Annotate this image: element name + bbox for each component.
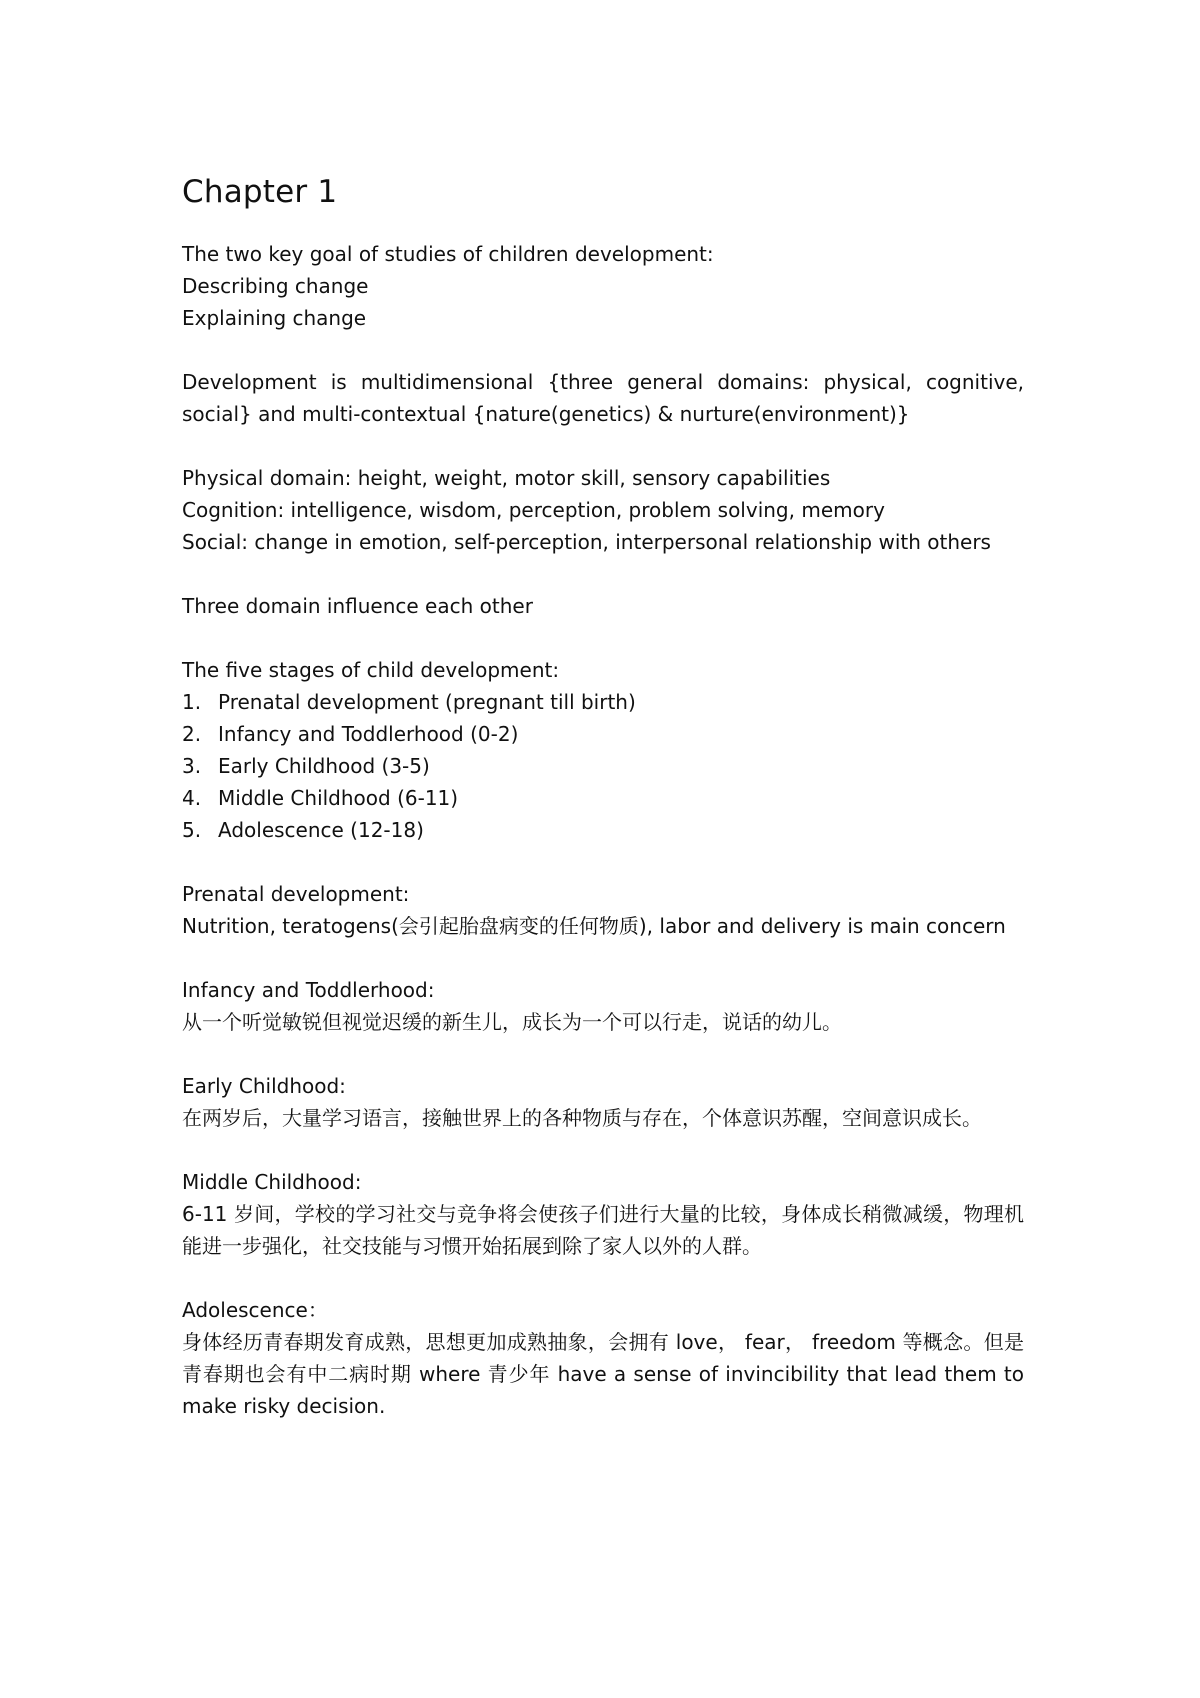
list-text: Middle Childhood (6-11) xyxy=(218,786,459,810)
spacer xyxy=(182,942,1024,974)
list-text: Infancy and Toddlerhood (0-2) xyxy=(218,722,519,746)
stages-heading: The five stages of child development: xyxy=(182,658,560,682)
adolescence-heading: Adolescence： xyxy=(182,1298,328,1322)
list-item xyxy=(182,686,1024,718)
document-page xyxy=(182,168,1024,1422)
spacer xyxy=(182,1038,1024,1070)
spacer xyxy=(182,846,1024,878)
physical-domain-line: Physical domain: height, weight, motor skill, sensory capabilities xyxy=(182,466,831,490)
goals-heading: The two key goal of studies of children development: xyxy=(182,242,714,266)
list-item xyxy=(182,718,1024,750)
list-item xyxy=(182,750,1024,782)
influence-line: Three domain influence each other xyxy=(182,594,533,618)
list-item xyxy=(182,782,1024,814)
spacer xyxy=(182,1134,1024,1166)
goal-item: Describing change xyxy=(182,274,369,298)
prenatal-body: Nutrition, teratogens(会引起胎盘病变的任何物质), labor and delivery is main concern xyxy=(182,914,1006,938)
spacer xyxy=(182,558,1024,590)
middle-childhood-body: 6-11 岁间，学校的学习社交与竞争将会使孩子们进行大量的比较，身体成长稍微减缓，物理机能进一步强化，社交技能与习惯开始拓展到除了家人以外的人群。 xyxy=(182,1202,1024,1258)
list-text: Early Childhood (3-5) xyxy=(218,754,430,778)
list-text: Adolescence (12-18) xyxy=(218,818,424,842)
list-number: 2. xyxy=(182,722,202,746)
list-number: 1. xyxy=(182,690,202,714)
spacer xyxy=(182,334,1024,366)
multidimensional-paragraph: Development is multidimensional {three general domains: physical, cognitive, social} and multi-contextual {nature(genetics) & nurture(environment)} xyxy=(182,370,1024,426)
stages-list xyxy=(182,686,1024,846)
list-item xyxy=(182,814,1024,846)
list-number: 5. xyxy=(182,818,202,842)
list-text: Prenatal development (pregnant till birth) xyxy=(218,690,636,714)
spacer xyxy=(182,622,1024,654)
adolescence-body: 身体经历青春期发育成熟，思想更加成熟抽象，会拥有 love， fear， freedom 等概念。但是青春期也会有中二病时期 where 青少年 have a sense of invincibility that lead them to make risky decision. xyxy=(182,1330,1024,1418)
social-domain-line: Social: change in emotion, self-perception, interpersonal relationship with others xyxy=(182,530,991,554)
prenatal-heading: Prenatal development: xyxy=(182,882,410,906)
infancy-body: 从一个听觉敏锐但视觉迟缓的新生儿，成长为一个可以行走，说话的幼儿。 xyxy=(182,1010,842,1034)
goal-item: Explaining change xyxy=(182,306,367,330)
spacer xyxy=(182,430,1024,462)
spacer xyxy=(182,1262,1024,1294)
early-childhood-heading: Early Childhood: xyxy=(182,1074,346,1098)
early-childhood-body: 在两岁后，大量学习语言，接触世界上的各种物质与存在，个体意识苏醒，空间意识成长。 xyxy=(182,1106,982,1130)
list-number: 4. xyxy=(182,786,202,810)
infancy-heading: Infancy and Toddlerhood: xyxy=(182,978,435,1002)
chapter-title: Chapter 1 xyxy=(182,174,338,210)
list-number: 3. xyxy=(182,754,202,778)
cognition-domain-line: Cognition: intelligence, wisdom, perception, problem solving, memory xyxy=(182,498,885,522)
middle-childhood-heading: Middle Childhood: xyxy=(182,1170,362,1194)
